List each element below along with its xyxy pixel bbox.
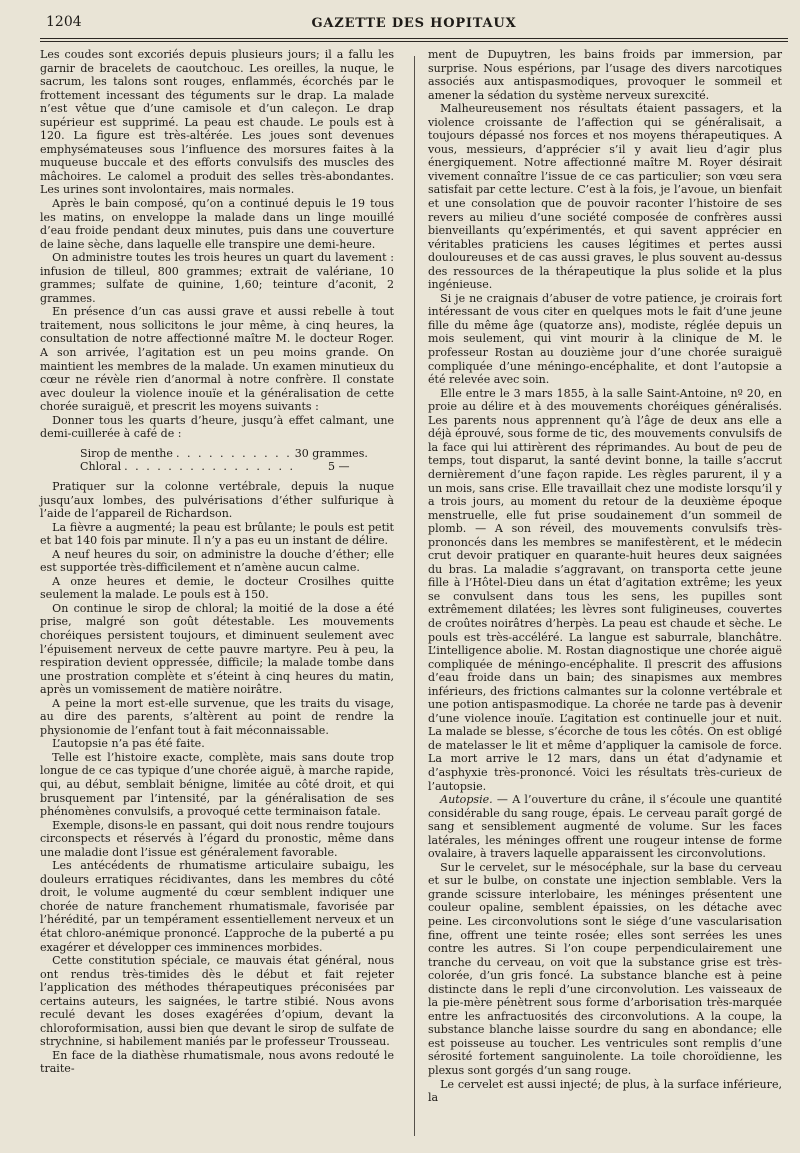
autopsy-label: Autopsie.	[440, 793, 493, 807]
autopsy-text: — A l’ouverture du crâne, il s’écoule une quantité considérable du sang rouge, épais. Le cerveau paraît gorgé de sang et sensiblement augmenté de volume. Sur les faces latérales, les méninges offrent une rougeur intense de forme ovalaire, à travers laquelle apparaissent les circonvolutions.	[428, 793, 782, 861]
paragraph: Malheureusement nos résultats étaient passagers, et la violence croissante de l’affection qui se généralisait, a toujours dépassé nos forces et nos moyens thérapeutiques. A vous, messieurs, d’apprécier s’il y avait lieu d’agir plus énergiquement. Notre affectionné maître M. Royer désirait vivement connaître l’issue de ce cas particulier; son vœu sera satisfait par cette lecture. C’est à la fois, je l’avoue, un bienfait et une consolation que de pouvoir raconter l’histoire de ses revers au milieu d’une société composée de confrères aussi bienveillants qu’expérimentés, et qui savent apprécier en véritables praticiens les causes légitimes et pertes aussi douloureuses et de cas aussi graves, le plus souvent au-dessus des ressources de la thérapeutique la plus solide et la plus ingénieuse.	[428, 102, 782, 292]
paragraph: Le cervelet est aussi injecté; de plus, à la surface inférieure, la	[428, 1077, 782, 1105]
autopsy-paragraph	[428, 793, 782, 861]
ingredient-dose: 5 —	[328, 460, 350, 474]
prescription-line	[80, 460, 350, 474]
paragraph: Elle entre le 3 mars 1855, à la salle Saint-Antoine, nº 20, en proie au délire et à des mouvements choréiques généralisés. Les parents nous apprennent qu’à l’âge de deux ans elle a déjà éprouvé, sous forme de tic, des mouvements convulsifs de la face qui lui attirèrent des réprimandes. Au bout de peu de temps, tout disparut, la santé devint bonne, la taille s’accrut dernièrement d’une façon rapide. Les règles parurent, il y a un mois, sans crise. Elle travaillait chez une modiste lorsqu’il y a trois jours, au moment du retour de la deuxième époque menstruelle, elle fut prise soudainement d’un sommeil de plomb. — A son réveil, des mouvements convulsifs très-prononcés dans les membres se manifestèrent, et le médecin crut devoir pratiquer en quarante-huit heures deux saignées du bras. La maladie s’aggravant, on transporta cette jeune fille à l’Hôtel-Dieu dans un état d’agitation extrême; les yeux se convulsent dans tous les sens, les pupilles sont extrêmement dilatées; les lèvres sont fuligineuses, couvertes de croûtes noirâtres d’herpès. La peau est chaude et sèche. Le pouls est très-accéléré. La langue est saburrale, blanchâtre. L’intelligence abolie. M. Rostan diagnostique une chorée aiguë compliquée de méningo-encéphalite. Il prescrit des affusions d’eau froide dans un bain; des sinapismes aux membres inférieurs, des frictions calmantes sur la colonne vertébrale et une potion antispasmodique. La chorée ne tarde pas à devenir d’une violence inouïe. L’agitation est continuelle jour et nuit. La malade se blesse, s’écorche de tous les côtés. On est obligé de matelasser le lit et même d’appliquer la camisole de force. La mort arrive le 12 mars, dans un état d’adynamie et d’asphyxie très-prononcé. Voici les résultats très-curieux de l’autopsie.	[428, 386, 782, 793]
header-rule	[40, 38, 788, 42]
paragraph: A onze heures et demie, le docteur Crosilhes quitte seulement la malade. Le pouls est à 150.	[40, 574, 394, 602]
paragraph: Cette constitution spéciale, ce mauvais état général, nous ont rendus très-timides dès le début et fait rejeter l’application des méthodes thérapeutiques préconisées par certains auteurs, les saignées, le tartre stibié. Nous avons reculé devant les doses exagérées d’opium, devant la chloroformisation, aussi bien que devant le sirop de sulfate de strychnine, si habilement maniés par le professeur Trousseau.	[40, 954, 394, 1049]
page-number: 1204	[46, 14, 82, 30]
column-divider	[414, 56, 415, 1136]
paragraph: Exemple, disons-le en passant, qui doit nous rendre toujours circonspects et réservés à l’égard du pronostic, même dans une maladie dont l’issue est généralement favorable.	[40, 818, 394, 859]
paragraph: Si je ne craignais d’abuser de votre patience, je croirais fort intéressant de vous citer en quelques mots le fait d’une jeune fille du même âge (quatorze ans), modiste, réglée depuis un mois seulement, qui vint mourir à la clinique de M. le professeur Rostan au douzième jour d’une chorée suraiguë compliquée d’une méningo-encéphalite, et dont l’autopsie a été relevée avec soin.	[428, 291, 782, 387]
paragraph: Sur le cervelet, sur le mésocéphale, sur la base du cerveau et sur le bulbe, on constate une injection semblable. Vers la grande scissure interlobaire, les méninges présentent une couleur opaline, semblent épaissies, on les détache avec peine. Les circonvolutions sont le siége d’une vascularisation fine, offrent une teinte rosée; elles sont serrées les unes contre les autres. Si l’on coupe perpendiculairement une tranche du cerveau, on voit que la substance grise est très-colorée, d’un gris foncé. La substance blanche est à peine distincte dans le repli d’une circonvolution. Les vaisseaux de la pie-mère pénètrent sous forme d’arborisation très-marquée entre les anfractuosités des circonvolutions. A la coupe, la substance blanche laisse sourdre du sang en abondance; elle est poisseuse au toucher. Les ventricules sont remplis d’une sérosité fortement sanguinolente. La toile choroïdienne, les plexus sont gorgés d’un sang rouge.	[428, 860, 782, 1078]
paragraph: Après le bain composé, qu’on a continué depuis le 19 tous les matins, on enveloppe la malade dans un linge mouillé d’eau froide pendant deux minutes, puis dans une couverture de laine sèche, dans laquelle elle transpire une demi-heure.	[40, 197, 394, 251]
leader-dots: . . . . . . . . . . .	[175, 446, 292, 460]
ingredient-name: Chloral	[80, 460, 122, 474]
paragraph: ment de Dupuytren, les bains froids par immersion, par surprise. Nous espérions, par l’usage des divers narcotiques associés aux antispasmodiques, provoquer le sommeil et amener la sédation du système nerveux surexcité.	[428, 48, 782, 102]
paragraph: Telle est l’histoire exacte, complète, mais sans doute trop longue de ce cas typique d’une chorée aiguë, à marche rapide, qui, au début, semblait bénigne, limitée au côté droit, et qui brusquement par l’intensité, par la généralisation de ses phénomènes convulsifs, a provoqué cette terminaison fatale.	[40, 750, 394, 819]
right-column	[428, 48, 782, 1105]
paragraph: On administre toutes les trois heures un quart du lavement : infusion de tilleul, 800 grammes; extrait de valériane, 10 grammes; sulfate de quinine, 1,60; teinture d’aconit, 2 grammes.	[40, 251, 394, 305]
paragraph: A peine la mort est-elle survenue, que les traits du visage, au dire des parents, s’altèrent au point de rendre la physionomie de l’enfant tout à fait méconnaissable.	[40, 696, 394, 737]
paragraph: On continue le sirop de chloral; la moitié de la dose a été prise, malgré son goût détestable. Les mouvements choréiques persistent toujours, et diminuent seulement avec l’épuisement nerveux de cette pauvre martyre. Peu à peu, la respiration devient oppressée, difficile; la malade tombe dans une prostration complète et s’éteint à cinq heures du matin, après un vomissement de matière noirâtre.	[40, 601, 394, 697]
leader-dots: . . . . . . . . . . . . . . . .	[124, 460, 296, 474]
left-column	[40, 48, 394, 1076]
paragraph: Les antécédents de rhumatisme articulaire subaigu, les douleurs erratiques récidivantes, dans les membres du côté droit, le volume augmenté du cœur semblent indiquer une chorée de nature franchement rhumatismale, favorisée par l’hérédité, par un tempérament essentiellement nerveux et un état chloro-anémique prononcé. L’approche de la puberté a pu exagérer et développer ces imminences morbides.	[40, 859, 394, 954]
paragraph: La fièvre a augmenté; la peau est brûlante; le pouls est petit et bat 140 fois par minute. Il n’y a pas eu un instant de délire.	[40, 520, 394, 548]
paragraph: A neuf heures du soir, on administre la douche d’éther; elle est supportée très-difficilement et n’amène aucun calme.	[40, 547, 394, 575]
paragraph: Pratiquer sur la colonne vertébrale, depuis la nuque jusqu’aux lombes, des pulvérisations d’éther sulfurique à l’aide de l’appareil de Richardson.	[40, 479, 394, 521]
ingredient-name: Sirop de menthe	[80, 446, 173, 460]
journal-title: GAZETTE DES HOPITAUX	[311, 16, 517, 31]
paragraph: En face de la diathèse rhumatismale, nous avons redouté le traite-	[40, 1048, 394, 1076]
prescription-line	[80, 446, 368, 461]
ingredient-dose: 30 grammes.	[294, 446, 368, 460]
prescription	[80, 446, 368, 474]
paragraph: Donner tous les quarts d’heure, jusqu’à effet calmant, une demi-cuillerée à café de :	[40, 413, 394, 441]
paragraph: L’autopsie n’a pas été faite.	[52, 737, 205, 751]
page-header	[40, 14, 788, 40]
paragraph: Les coudes sont excoriés depuis plusieurs jours; il a fallu les garnir de bracelets de caoutchouc. Les oreilles, la nuque, le sacrum, les talons sont rouges, enflammés, écorchés par le frottement incessant des téguments sur le drap. La malade n’est vêtue que d’une camisole et d’un caleçon. Le drap supérieur est supprimé. La peau est chaude. Le pouls est à 120. La figure est très-altérée. Les joues sont devenues emphysémateuses sous l’influence des morsures faites à la muqueuse buccale et des efforts convulsifs des muscles des mâchoires. Le calomel a produit des selles très-abondantes. Les urines sont involontaires, mais normales.	[40, 48, 394, 197]
paragraph: En présence d’un cas aussi grave et aussi rebelle à tout traitement, nous sollicitons le jour même, à cinq heures, la consultation de notre affectionné maître M. le docteur Roger. A son arrivée, l’agitation est un peu moins grande. On maintient les membres de la malade. Un examen minutieux du cœur ne révèle rien d’anormal à notre confrère. Il constate avec douleur la violence inouïe et la généralisation de cette chorée suraiguë, et prescrit les moyens suivants :	[40, 305, 394, 414]
